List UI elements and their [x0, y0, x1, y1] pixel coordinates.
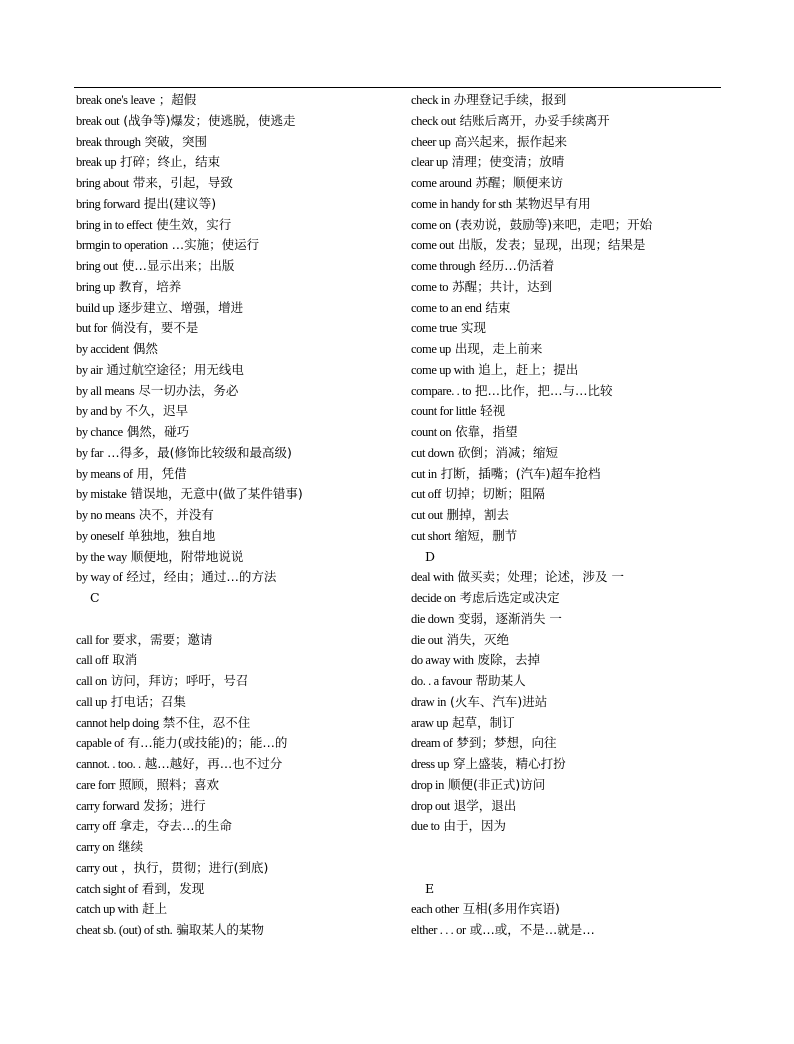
vocab-entry: [411, 298, 731, 319]
entry-meaning: 考虑后选定或决定: [455, 590, 560, 605]
entry-phrase: by the way: [76, 549, 127, 564]
vocab-entry: [411, 567, 731, 588]
entry-meaning: 打断，插嘴；(汽车)超车抢档: [436, 465, 601, 481]
entry-phrase: break up: [76, 155, 117, 170]
entry-meaning: 起草，制订: [448, 714, 515, 730]
entry-meaning: 发扬；进行: [139, 797, 206, 813]
entry-meaning: …得多，最(修饰比较级和最高级): [103, 444, 292, 460]
vocab-entry: [411, 360, 731, 381]
vocab-entry: [76, 298, 396, 319]
entry-phrase: dream of: [411, 736, 453, 751]
entry-phrase: bring in to effect: [76, 217, 153, 232]
entry-meaning: 互相(多用作宾语): [458, 901, 560, 917]
entry-phrase: come on: [411, 217, 451, 232]
vocab-entry: [411, 484, 731, 505]
entry-meaning: 访问，拜访；呼吁，号召: [106, 673, 249, 688]
entry-phrase: araw up: [411, 715, 449, 730]
entry-phrase: call up: [76, 694, 107, 709]
entry-phrase: count for little: [411, 404, 477, 419]
entry-phrase: but for: [76, 321, 107, 336]
vocab-entry: [76, 526, 396, 547]
vocab-entry: [411, 526, 731, 547]
vocab-entry: [411, 256, 731, 277]
vocab-entry: [76, 235, 396, 256]
vocab-entry: [76, 277, 396, 298]
entry-phrase: break one's leave: [76, 93, 155, 107]
entry-meaning: 把…比作，把…与…比较: [471, 382, 613, 398]
vocab-entry: [76, 422, 396, 443]
vocab-entry: [411, 132, 731, 153]
entry-meaning: 继续: [114, 839, 144, 854]
vocab-entry: [76, 796, 396, 817]
entry-meaning: 切掉；切断；阻隔: [440, 486, 545, 502]
entry-meaning: 砍倒；消减；缩短: [453, 444, 558, 460]
vocab-entry: [76, 692, 396, 713]
vocab-entry: [76, 547, 396, 568]
vocab-entry: [411, 215, 731, 236]
entry-meaning: 骗取某人的某物: [172, 922, 264, 937]
entry-meaning: 顺便地，附带地说说: [126, 548, 244, 564]
entry-meaning: 出现，走上前来: [450, 341, 543, 356]
vocab-entry: [76, 505, 396, 526]
entry-phrase: drop in: [411, 777, 444, 792]
section-letter: D: [425, 548, 436, 564]
entry-meaning: 打碎；终止，结束: [116, 154, 221, 170]
entry-phrase: elther . . . or: [411, 923, 466, 937]
entry-phrase: call off: [76, 653, 109, 668]
entry-meaning: 经过，经由；通过…的方法: [122, 569, 277, 585]
vocab-entry: [76, 464, 396, 485]
vocab-entry: [411, 754, 731, 775]
entry-phrase: cut out: [411, 508, 443, 522]
entry-phrase: dress up: [411, 757, 450, 771]
entry-meaning: 废除，去掉: [473, 652, 541, 668]
vocab-entry: [411, 899, 731, 920]
entry-meaning: 或…或，不是…就是…: [465, 922, 595, 937]
vocab-entry: [411, 713, 731, 734]
entry-meaning: 消失，灭绝: [442, 631, 510, 647]
entry-phrase: come up: [411, 342, 451, 356]
entry-meaning: (战争等)爆发；使逃脱，使逃走: [119, 112, 296, 128]
entry-meaning: 照顾，照料；喜欢: [115, 776, 220, 792]
entry-phrase: come through: [411, 259, 476, 273]
entry-meaning: ；超假: [154, 92, 197, 107]
vocab-entry: [411, 381, 731, 402]
entry-phrase: come up with: [411, 362, 475, 377]
entry-phrase: by and by: [76, 404, 122, 419]
entry-phrase: cheer up: [411, 134, 451, 149]
entry-phrase: compare. . to: [411, 383, 472, 398]
entry-meaning: 穿上盛装，精心打扮: [449, 756, 566, 771]
entry-phrase: carry out: [76, 860, 118, 875]
entry-phrase: cannot. . too. .: [76, 757, 141, 771]
entry-phrase: come to: [411, 279, 449, 294]
entry-phrase: by oneself: [76, 528, 124, 543]
vocab-entry: [411, 609, 731, 630]
entry-meaning: 决不，并没有: [134, 507, 214, 522]
entry-phrase: bring forward: [76, 196, 140, 211]
entry-phrase: by no means: [76, 508, 135, 522]
entry-phrase: do away with: [411, 653, 474, 668]
vocab-entry: [76, 443, 396, 464]
vocab-entry: [411, 443, 731, 464]
entry-meaning: 逐步建立、增强，增进: [114, 299, 244, 315]
entry-phrase: check in: [411, 93, 450, 107]
entry-phrase: cut off: [411, 487, 441, 502]
entry-phrase: break through: [76, 134, 141, 149]
entry-phrase: clear up: [411, 155, 448, 170]
entry-meaning: 某物迟早有用: [511, 195, 591, 211]
vocab-entry: [76, 733, 396, 754]
entry-meaning: 打电话；召集: [106, 693, 186, 709]
entry-phrase: cannot help doing: [76, 715, 159, 730]
entry-meaning: 不久，迟早: [121, 403, 189, 419]
section-letter: C: [90, 590, 100, 605]
entry-phrase: die out: [411, 632, 443, 647]
vocab-entry: [76, 879, 396, 900]
vocab-entry: [411, 401, 731, 422]
vocab-entry: [76, 858, 396, 879]
entry-phrase: die down: [411, 611, 454, 626]
vocab-entry: [76, 215, 396, 236]
entry-meaning: ，执行，贯彻；进行(到底): [117, 859, 269, 875]
vocab-entry: [411, 277, 731, 298]
vocab-entry: [411, 671, 731, 692]
entry-phrase: check out: [411, 113, 456, 128]
blank-line: [76, 609, 396, 630]
vocab-entry: [411, 152, 731, 173]
entry-meaning: 出版，发表；显现，出现；结果是: [453, 237, 646, 253]
entry-meaning: 实现: [457, 320, 487, 336]
vocab-entry: [76, 713, 396, 734]
vocab-entry: [411, 630, 731, 651]
vocab-entry: [76, 650, 396, 671]
entry-phrase: each other: [411, 902, 459, 917]
entry-phrase: come true: [411, 321, 458, 336]
vocab-entry: [76, 152, 396, 173]
vocab-entry: [411, 733, 731, 754]
entry-phrase: call for: [76, 632, 109, 647]
entry-phrase: by mistake: [76, 487, 127, 502]
right-column: [411, 90, 731, 941]
entry-meaning: 经历…仍活着: [475, 258, 555, 273]
vocab-entry: [76, 360, 396, 381]
entry-meaning: 苏醒；顺便来访: [471, 175, 563, 190]
vocab-entry: [411, 90, 731, 111]
entry-meaning: 带来，引起，导致: [128, 175, 233, 190]
entry-meaning: 帮助某人: [471, 673, 526, 688]
vocab-entry: [76, 671, 396, 692]
entry-meaning: 越…越好，再…也不过分: [140, 756, 283, 771]
entry-phrase: come out: [411, 238, 454, 253]
entry-meaning: 梦到；梦想，向往: [452, 735, 557, 751]
vocab-entry: [411, 235, 731, 256]
entry-meaning: 要求，需要；邀请: [108, 631, 213, 647]
entry-phrase: bring about: [76, 176, 129, 190]
entry-phrase: come in handy for sth: [411, 196, 512, 211]
entry-meaning: 拿走，夺去…的生命: [115, 818, 233, 834]
entry-phrase: brmgin to operation: [76, 238, 168, 253]
vocab-entry: [76, 173, 396, 194]
entry-phrase: by way of: [76, 570, 123, 585]
entry-phrase: by air: [76, 362, 103, 377]
vocab-entry: [411, 775, 731, 796]
vocab-entry: [411, 464, 731, 485]
vocab-entry: [76, 256, 396, 277]
left-column: [76, 90, 396, 941]
entry-phrase: do. . a favour: [411, 674, 472, 688]
vocab-entry: [76, 899, 396, 920]
entry-phrase: carry off: [76, 819, 116, 834]
entry-meaning: 用，凭借: [132, 465, 187, 481]
header-rule: [74, 87, 721, 88]
vocab-entry: [76, 132, 396, 153]
entry-phrase: come to an end: [411, 300, 482, 315]
vocab-entry: [411, 194, 731, 215]
vocab-entry: [76, 381, 396, 402]
vocab-entry: [76, 111, 396, 132]
entry-meaning: 追上，赶上；提出: [474, 361, 579, 377]
entry-phrase: by all means: [76, 383, 135, 398]
entry-phrase: draw in: [411, 694, 447, 709]
entry-phrase: deal with: [411, 570, 454, 585]
entry-meaning: (表劝说，鼓励等)来吧，走吧；开始: [450, 216, 653, 232]
entry-meaning: 结账后离开，办妥手续离开: [455, 112, 610, 128]
entry-meaning: 看到，发现: [137, 880, 205, 896]
entry-phrase: capable of: [76, 736, 124, 751]
entry-phrase: catch sight of: [76, 881, 138, 896]
entry-phrase: bring out: [76, 259, 118, 273]
entry-meaning: 偶然，碰巧: [122, 424, 190, 439]
vocab-entry: [76, 401, 396, 422]
vocab-entry: [411, 422, 731, 443]
vocab-entry: [76, 837, 396, 858]
vocab-entry: [76, 630, 396, 651]
vocab-entry: [411, 650, 731, 671]
vocab-entry: [411, 505, 731, 526]
vocab-entry: [76, 484, 396, 505]
vocab-entry: [411, 339, 731, 360]
section-letter: E: [425, 880, 435, 896]
entry-phrase: by means of: [76, 466, 133, 481]
vocab-entry: [411, 318, 731, 339]
vocab-entry: [411, 111, 731, 132]
entry-meaning: …实施；使运行: [167, 237, 260, 253]
entry-phrase: bring up: [76, 279, 115, 294]
entry-phrase: by accident: [76, 342, 129, 356]
vocab-entry: [76, 339, 396, 360]
entry-meaning: 教育，培养: [114, 278, 182, 294]
entry-meaning: 通过航空途径；用无线电: [102, 361, 244, 377]
entry-phrase: carry on: [76, 840, 115, 854]
entry-phrase: come around: [411, 176, 472, 190]
vocab-entry: [76, 567, 396, 588]
entry-meaning: 由于，因为: [439, 818, 506, 834]
entry-phrase: by far: [76, 445, 104, 460]
entry-meaning: 禁不住，忍不住: [158, 714, 251, 730]
entry-meaning: 尽一切办法，务必: [134, 382, 239, 398]
entry-phrase: care forr: [76, 777, 116, 792]
vocab-entry: [76, 318, 396, 339]
entry-meaning: 顺便(非正式)访问: [443, 776, 546, 792]
vocab-entry: [411, 796, 731, 817]
entry-phrase: break out: [76, 113, 120, 128]
vocab-entry: [411, 173, 731, 194]
entry-meaning: 有…能力(或技能)的；能…的: [123, 735, 288, 751]
entry-meaning: (火车、汽车)进站: [446, 693, 548, 709]
entry-phrase: catch up with: [76, 902, 139, 917]
vocab-entry: [76, 90, 396, 111]
entry-meaning: 提出(建议等): [139, 195, 217, 211]
entry-meaning: 缩短，删节: [450, 527, 518, 543]
vocab-entry: [76, 920, 396, 941]
vocab-entry: [411, 588, 731, 609]
entry-meaning: 偶然: [128, 341, 158, 356]
entry-phrase: call on: [76, 674, 107, 688]
entry-meaning: 清理；使变清；放晴: [447, 154, 565, 170]
entry-phrase: carry forward: [76, 798, 140, 813]
vocab-entry: [411, 920, 731, 941]
entry-meaning: 使…显示出来；出版: [117, 258, 235, 273]
entry-meaning: 轻视: [476, 403, 506, 419]
vocab-entry: [76, 754, 396, 775]
entry-meaning: 倘没有，要不是: [106, 320, 199, 336]
entry-meaning: 退学，退出: [449, 797, 517, 813]
entry-phrase: count on: [411, 425, 452, 439]
entry-phrase: cheat sb. (out) of sth.: [76, 923, 173, 937]
vocab-entry: [76, 816, 396, 837]
entry-meaning: 赶上: [138, 901, 168, 917]
entry-meaning: 依靠，指望: [451, 424, 518, 439]
entry-meaning: 办理登记手续，报到: [449, 92, 567, 107]
entry-phrase: drop out: [411, 798, 450, 813]
entry-meaning: 结束: [481, 299, 511, 315]
entry-meaning: 错误地，无意中(做了某件错事): [126, 486, 303, 502]
entry-meaning: 高兴起来，振作起来: [450, 133, 567, 149]
vocab-entry: [76, 775, 396, 796]
entry-meaning: 变弱，逐渐消失 一: [453, 610, 562, 626]
entry-meaning: 使生效，实行: [152, 216, 232, 232]
entry-phrase: cut short: [411, 528, 451, 543]
entry-meaning: 做买卖；处理；论述，涉及 一: [453, 569, 625, 585]
vocab-entry: [76, 194, 396, 215]
entry-phrase: cut in: [411, 466, 437, 481]
vocab-entry: [411, 816, 731, 837]
blank-gap: [411, 837, 731, 879]
entry-phrase: by chance: [76, 425, 123, 439]
entry-phrase: decide on: [411, 591, 456, 605]
entry-meaning: 单独地，独自地: [123, 527, 216, 543]
entry-meaning: 苏醒；共计，达到: [448, 278, 553, 294]
entry-meaning: 取消: [108, 652, 138, 668]
vocab-entry: [411, 692, 731, 713]
entry-phrase: due to: [411, 819, 440, 834]
entry-meaning: 删掉，割去: [442, 507, 510, 522]
entry-phrase: cut down: [411, 445, 454, 460]
entry-meaning: 突破，突围: [140, 133, 208, 149]
entry-phrase: build up: [76, 300, 115, 315]
